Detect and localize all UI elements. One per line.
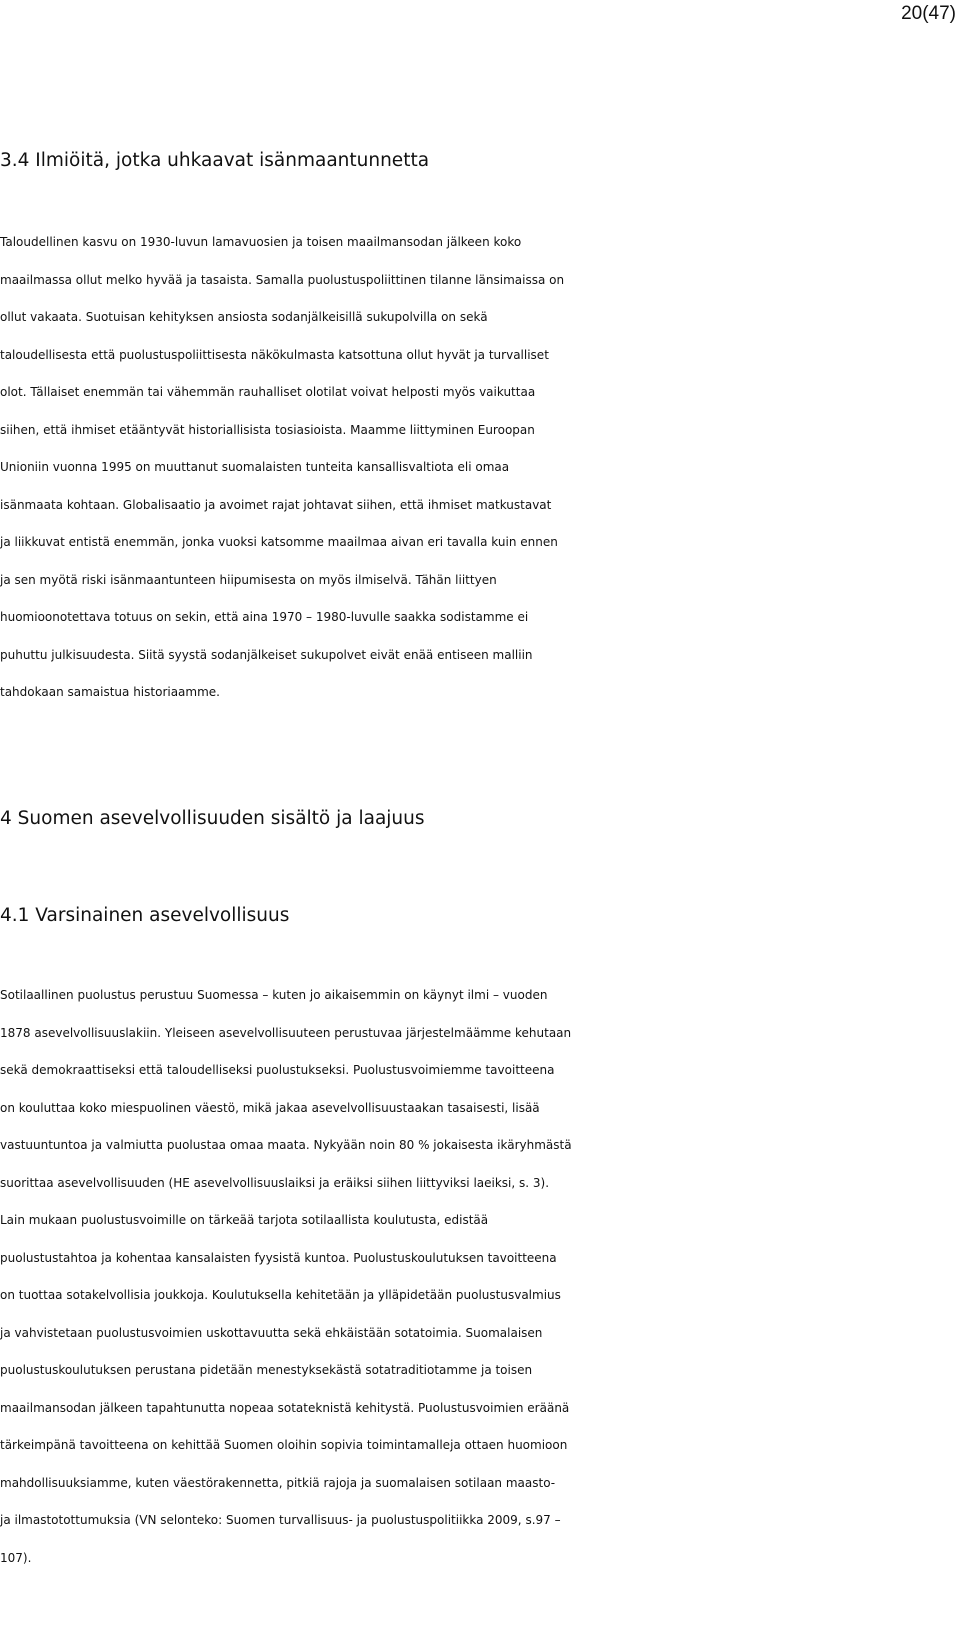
paragraph-line: isänmaata kohtaan. Globalisaatio ja avoimet rajat johtavat siihen, että ihmiset matkustavat bbox=[0, 497, 552, 512]
paragraph-line: maailmassa ollut melko hyvää ja tasaista. Samalla puolustuspoliittinen tilanne länsimaissa on bbox=[0, 272, 565, 287]
paragraph-line: tärkeimpänä tavoitteena on kehittää Suomen oloihin sopivia toimintamalleja ottaen huomioon bbox=[0, 1438, 568, 1452]
section-4-1-paragraph bbox=[0, 977, 960, 1577]
paragraph-line: Unioniin vuonna 1995 on muuttanut suomalaisten tunteita kansallisvaltiota eli omaa bbox=[0, 460, 510, 474]
paragraph-line: taloudellisesta että puolustuspoliittisesta näkökulmasta katsottuna ollut hyvät ja turvalliset bbox=[0, 347, 549, 362]
paragraph-line: Lain mukaan puolustusvoimille on tärkeää tarjota sotilaallista koulutusta, edistää bbox=[0, 1213, 489, 1227]
paragraph-line: ja vahvistetaan puolustusvoimien uskottavuutta sekä ehkäistään sotatoimia. Suomalaisen bbox=[0, 1325, 543, 1340]
paragraph-line: ollut vakaata. Suotuisan kehityksen ansiosta sodanjälkeisillä sukupolvilla on sekä bbox=[0, 310, 488, 324]
paragraph-line: olot. Tällaiset enemmän tai vähemmän rauhalliset olotilat voivat helposti myös vaikuttaa bbox=[0, 385, 536, 399]
paragraph-line: puolustuskoulutuksen perustana pidetään menestyksekästä sotatraditiotamme ja toisen bbox=[0, 1363, 533, 1377]
paragraph-line: maailmansodan jälkeen tapahtunutta nopeaa sotateknistä kehitystä. Puolustusvoimien eräänä bbox=[0, 1400, 570, 1415]
paragraph-line: puolustustahtoa ja kohentaa kansalaisten fyysistä kuntoa. Puolustuskoulutuksen tavoitteena bbox=[0, 1250, 557, 1265]
section-heading-3-4: 3.4 Ilmiöitä, jotka uhkaavat isänmaantunnetta bbox=[0, 150, 430, 171]
paragraph-line: puhuttu julkisuudesta. Siitä syystä sodanjälkeiset sukupolvet eivät enää entiseen malliin bbox=[0, 647, 533, 662]
paragraph-line: tahdokaan samaistua historiaamme. bbox=[0, 685, 220, 699]
page-number: 20(47) bbox=[901, 3, 956, 24]
paragraph-line: huomioonotettava totuus on sekin, että aina 1970 – 1980-luvulle saakka sodistamme ei bbox=[0, 610, 529, 624]
section-3-4-paragraph bbox=[0, 224, 960, 712]
paragraph-line: vastuuntuntoa ja valmiutta puolustaa omaa maata. Nykyään noin 80 % jokaisesta ikäryhmästä bbox=[0, 1138, 572, 1152]
paragraph-line: ja ilmastotottumuksia (VN selonteko: Suomen turvallisuus- ja puolustuspolitiikka 2009, s.97 – bbox=[0, 1513, 561, 1527]
paragraph-line: ja liikkuvat entistä enemmän, jonka vuoksi katsomme maailmaa aivan eri tavalla kuin ennen bbox=[0, 535, 558, 549]
paragraph-line: mahdollisuuksiamme, kuten väestörakennetta, pitkiä rajoja ja suomalaisen sotilaan maasto- bbox=[0, 1475, 556, 1490]
paragraph-line: 1878 asevelvollisuuslakiin. Yleiseen asevelvollisuuteen perustuvaa järjestelmäämme kehutaan bbox=[0, 1025, 572, 1040]
section-heading-4: 4 Suomen asevelvollisuuden sisältö ja laajuus bbox=[0, 808, 425, 829]
paragraph-line: Taloudellinen kasvu on 1930-luvun lamavuosien ja toisen maailmansodan jälkeen koko bbox=[0, 235, 522, 249]
paragraph-line: ja sen myötä riski isänmaantunteen hiipumisesta on myös ilmiselvä. Tähän liittyen bbox=[0, 572, 497, 587]
paragraph-line: Sotilaallinen puolustus perustuu Suomessa – kuten jo aikaisemmin on käynyt ilmi – vuoden bbox=[0, 988, 548, 1002]
paragraph-line: siihen, että ihmiset etääntyvät historiallisista tosiasioista. Maamme liittyminen Euroopan bbox=[0, 422, 535, 437]
paragraph-line: suorittaa asevelvollisuuden (HE asevelvollisuuslaiksi ja eräiksi siihen liittyviksi laeiksi, s. 3). bbox=[0, 1175, 550, 1190]
paragraph-line: on tuottaa sotakelvollisia joukkoja. Koulutuksella kehitetään ja ylläpidetään puolustusvalmius bbox=[0, 1288, 561, 1302]
paragraph-line: 107). bbox=[0, 1550, 32, 1565]
section-heading-4-1: 4.1 Varsinainen asevelvollisuus bbox=[0, 905, 290, 926]
paragraph-line: on kouluttaa koko miespuolinen väestö, mikä jakaa asevelvollisuustaakan tasaisesti, lisää bbox=[0, 1100, 540, 1115]
paragraph-line: sekä demokraattiseksi että taloudelliseksi puolustukseksi. Puolustusvoimiemme tavoitteena bbox=[0, 1063, 555, 1077]
